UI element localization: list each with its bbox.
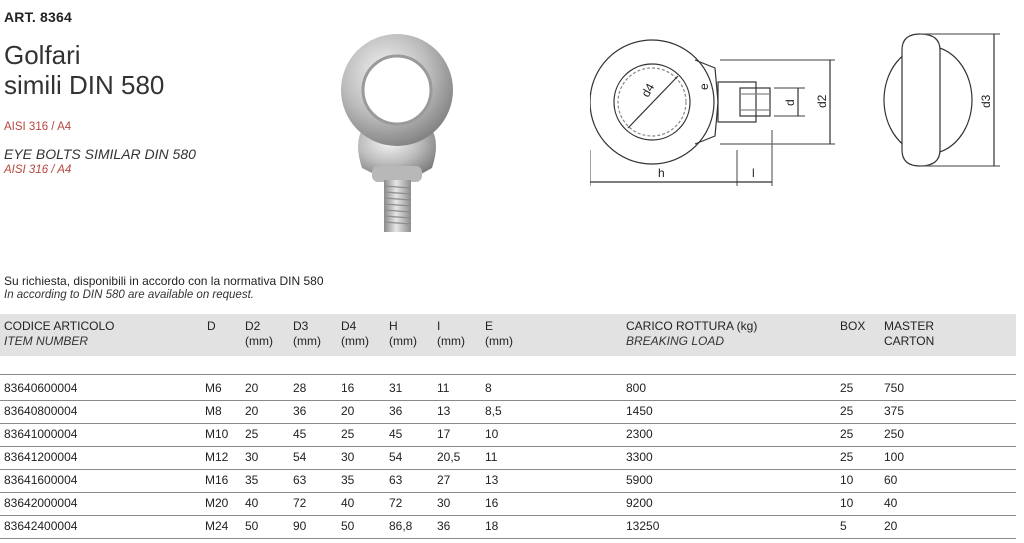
cell-d3: 90: [293, 519, 307, 533]
label-d4: d4: [638, 80, 658, 100]
material-label-it: AISI 316 / A4: [4, 121, 72, 133]
label-e: e: [697, 83, 711, 90]
table-row: [0, 400, 1016, 424]
cell-h: 72: [389, 496, 403, 510]
col-l-header: I (mm): [437, 319, 465, 348]
cell-master: 40: [884, 496, 898, 510]
cell-h: 54: [389, 450, 403, 464]
cell-d4: 30: [341, 450, 355, 464]
cell-load: 1450: [626, 404, 653, 418]
cell-l: 30: [437, 496, 451, 510]
cell-load: 3300: [626, 450, 653, 464]
label-d3: d3: [979, 94, 993, 108]
cell-e: 18: [485, 519, 499, 533]
label-d2: d2: [815, 94, 829, 108]
table-top-rule: [0, 374, 1016, 375]
label-h: h: [658, 166, 665, 180]
product-title-line1: Golfari: [4, 40, 81, 70]
label-l: l: [752, 166, 755, 180]
cell-d: M8: [205, 404, 222, 418]
cell-box: 25: [840, 450, 854, 464]
cell-d4: 35: [341, 473, 355, 487]
cell-d2: 20: [245, 381, 259, 395]
table-row: [0, 377, 1016, 401]
cell-master: 60: [884, 473, 898, 487]
cell-d2: 35: [245, 473, 259, 487]
cell-e: 8: [485, 381, 492, 395]
cell-d4: 40: [341, 496, 355, 510]
cell-l: 36: [437, 519, 451, 533]
cell-code: 83640600004: [4, 381, 78, 395]
cell-l: 27: [437, 473, 451, 487]
cell-box: 10: [840, 496, 854, 510]
cell-master: 375: [884, 404, 905, 418]
cell-box: 25: [840, 404, 854, 418]
cell-d3: 36: [293, 404, 307, 418]
cell-l: 20,5: [437, 450, 461, 464]
cell-d3: 45: [293, 427, 307, 441]
cell-d3: 28: [293, 381, 307, 395]
col-e-header: E (mm): [485, 319, 513, 348]
cell-e: 11: [485, 450, 498, 464]
col-load-header: CARICO ROTTURA (kg) BREAKING LOAD: [626, 319, 758, 348]
cell-l: 11: [437, 381, 450, 395]
cell-code: 83641600004: [4, 473, 78, 487]
cell-box: 25: [840, 427, 854, 441]
product-title: [4, 40, 164, 100]
cell-load: 800: [626, 381, 647, 395]
label-d: d: [783, 99, 797, 106]
cell-l: 13: [437, 404, 451, 418]
cell-l: 17: [437, 427, 451, 441]
eye-bolt-photo: [322, 28, 472, 238]
article-number: ART. 8364: [4, 9, 72, 25]
cell-d: M16: [205, 473, 229, 487]
cell-h: 36: [389, 404, 403, 418]
col-box-header: BOX: [840, 319, 866, 333]
table-row: [0, 446, 1016, 470]
availability-note-it: Su richiesta, disponibili in accordo con la normativa DIN 580: [4, 274, 324, 288]
cell-code: 83641000004: [4, 427, 78, 441]
table-header: [0, 314, 1016, 356]
cell-d: M20: [205, 496, 229, 510]
cell-h: 63: [389, 473, 403, 487]
table-row: [0, 515, 1016, 539]
cell-load: 9200: [626, 496, 653, 510]
cell-d2: 40: [245, 496, 259, 510]
cell-code: 83642000004: [4, 496, 78, 510]
cell-master: 20: [884, 519, 898, 533]
material-label-en: AISI 316 / A4: [4, 164, 72, 176]
cell-code: 83642400004: [4, 519, 78, 533]
product-title-en: EYE BOLTS SIMILAR DIN 580: [4, 146, 196, 162]
col-d2-header: D2 (mm): [245, 319, 273, 348]
cell-d4: 50: [341, 519, 355, 533]
col-d-header: D: [207, 319, 216, 333]
table-row: [0, 423, 1016, 447]
cell-d4: 16: [341, 381, 355, 395]
cell-h: 31: [389, 381, 403, 395]
cell-master: 100: [884, 450, 905, 464]
cell-box: 10: [840, 473, 854, 487]
cell-d2: 50: [245, 519, 259, 533]
cell-d4: 20: [341, 404, 355, 418]
cell-d3: 54: [293, 450, 307, 464]
cell-master: 250: [884, 427, 905, 441]
cell-code: 83641200004: [4, 450, 78, 464]
cell-load: 5900: [626, 473, 653, 487]
cell-d: M6: [205, 381, 222, 395]
cell-d: M10: [205, 427, 229, 441]
table-row: [0, 469, 1016, 493]
cell-e: 8,5: [485, 404, 502, 418]
cell-load: 2300: [626, 427, 653, 441]
technical-drawing: [590, 20, 1020, 195]
cell-d2: 30: [245, 450, 259, 464]
cell-box: 5: [840, 519, 847, 533]
col-d4-header: D4 (mm): [341, 319, 369, 348]
cell-d4: 25: [341, 427, 355, 441]
cell-d: M12: [205, 450, 229, 464]
col-code-header: CODICE ARTICOLO ITEM NUMBER: [4, 319, 115, 348]
cell-h: 86,8: [389, 519, 413, 533]
cell-e: 16: [485, 496, 499, 510]
cell-e: 10: [485, 427, 499, 441]
availability-note-en: In according to DIN 580 are available on request.: [4, 289, 254, 301]
cell-e: 13: [485, 473, 499, 487]
col-master-header: MASTER CARTON: [884, 319, 935, 348]
cell-d: M24: [205, 519, 229, 533]
cell-box: 25: [840, 381, 854, 395]
cell-d2: 25: [245, 427, 259, 441]
cell-load: 13250: [626, 519, 660, 533]
product-title-line2: simili DIN 580: [4, 70, 165, 100]
col-d3-header: D3 (mm): [293, 319, 321, 348]
cell-d2: 20: [245, 404, 259, 418]
cell-master: 750: [884, 381, 905, 395]
col-h-header: H (mm): [389, 319, 417, 348]
table-row: [0, 492, 1016, 516]
cell-h: 45: [389, 427, 403, 441]
cell-code: 83640800004: [4, 404, 78, 418]
cell-d3: 63: [293, 473, 307, 487]
cell-d3: 72: [293, 496, 307, 510]
